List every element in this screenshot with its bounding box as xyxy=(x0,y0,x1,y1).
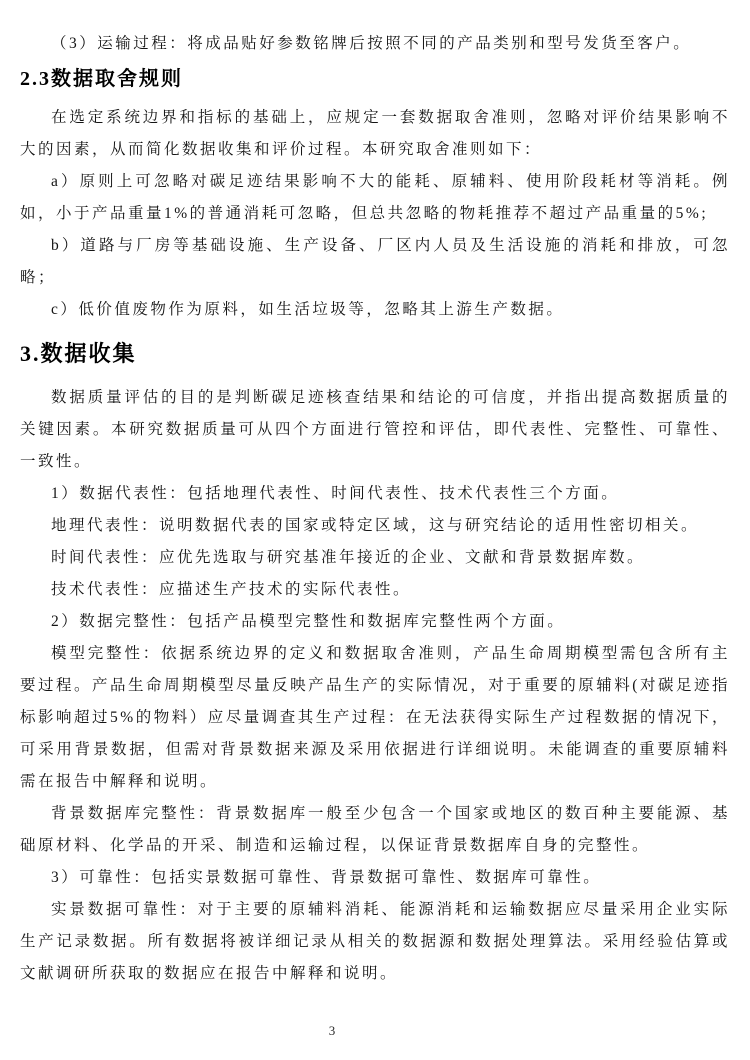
document-body xyxy=(20,28,730,990)
paragraph-background-database-completeness: 背景数据库完整性：背景数据库一般至少包含一个国家或地区的数百种主要能源、基础原材料、化学品的开采、制造和运输过程，以保证背景数据库自身的完整性。 xyxy=(20,805,730,854)
paragraph-temporal-representativeness: 时间代表性：应优先选取与研究基准年接近的企业、文献和背景数据库数。 xyxy=(51,549,646,566)
paragraph-data-quality-intro: 数据质量评估的目的是判断碳足迹核查结果和结论的可信度，并指出提高数据质量的关键因素。本研究数据质量可从四个方面进行管控和评估，即代表性、完整性、可靠性、一致性。 xyxy=(20,389,730,470)
paragraph-cutoff-item-c: c）低价值废物作为原料，如生活垃圾等，忽略其上游生产数据。 xyxy=(51,301,565,318)
paragraph-data-completeness: 2）数据完整性：包括产品模型完整性和数据库完整性两个方面。 xyxy=(51,613,566,630)
paragraph-technical-representativeness: 技术代表性：应描述生产技术的实际代表性。 xyxy=(51,581,412,598)
paragraph-reliability: 3）可靠性：包括实景数据可靠性、背景数据可靠性、数据库可靠性。 xyxy=(51,869,602,886)
paragraph-model-completeness: 模型完整性：依据系统边界的定义和数据取舍准则，产品生命周期模型需包含所有主要过程。产品生命周期模型尽量反映产品生产的实际情况，对于重要的原辅料(对碳足迹指标影响超过5%的物料）应尽量调查其生产过程：在无法获得实际生产过程数据的情况下，可采用背景数据，但需对背景数据来源及采用依据进行详细说明。未能调查的重要原辅料需在报告中解释和说明。 xyxy=(20,645,730,790)
paragraph-cutoff-item-b: b）道路与厂房等基础设施、生产设备、厂区内人员及生活设施的消耗和排放，可忽略； xyxy=(20,237,730,286)
paragraph-data-representativeness: 1）数据代表性：包括地理代表性、时间代表性、技术代表性三个方面。 xyxy=(51,485,620,502)
paragraph-cutoff-intro: 在选定系统边界和指标的基础上，应规定一套数据取舍准则，忽略对评价结果影响不大的因素，从而简化数据收集和评价过程。本研究取舍准则如下： xyxy=(20,109,730,158)
paragraph-foreground-data-reliability: 实景数据可靠性：对于主要的原辅料消耗、能源消耗和运输数据应尽量采用企业实际生产记录数据。所有数据将被详细记录从相关的数据源和数据处理算法。采用经验估算或文献调研所获取的数据应在报告中解释和说明。 xyxy=(20,901,730,982)
paragraph-cutoff-item-a: a）原则上可忽略对碳足迹结果影响不大的能耗、原辅料、使用阶段耗材等消耗。例如，小于产品重量1%的普通消耗可忽略，但总共忽略的物耗推荐不超过产品重量的5%; xyxy=(20,173,730,222)
paragraph-transport-process: （3）运输过程：将成品贴好参数铭牌后按照不同的产品类别和型号发货至客户。 xyxy=(51,35,692,52)
heading-section-3-data-collection: 3.数据收集 xyxy=(20,341,137,366)
paragraph-geographic-representativeness: 地理代表性：说明数据代表的国家或特定区域，这与研究结论的适用性密切相关。 xyxy=(51,517,700,534)
page-number: 3 xyxy=(328,1023,336,1038)
heading-section-2-3-data-cutoff-rules: 2.3数据取舍规则 xyxy=(20,68,183,90)
